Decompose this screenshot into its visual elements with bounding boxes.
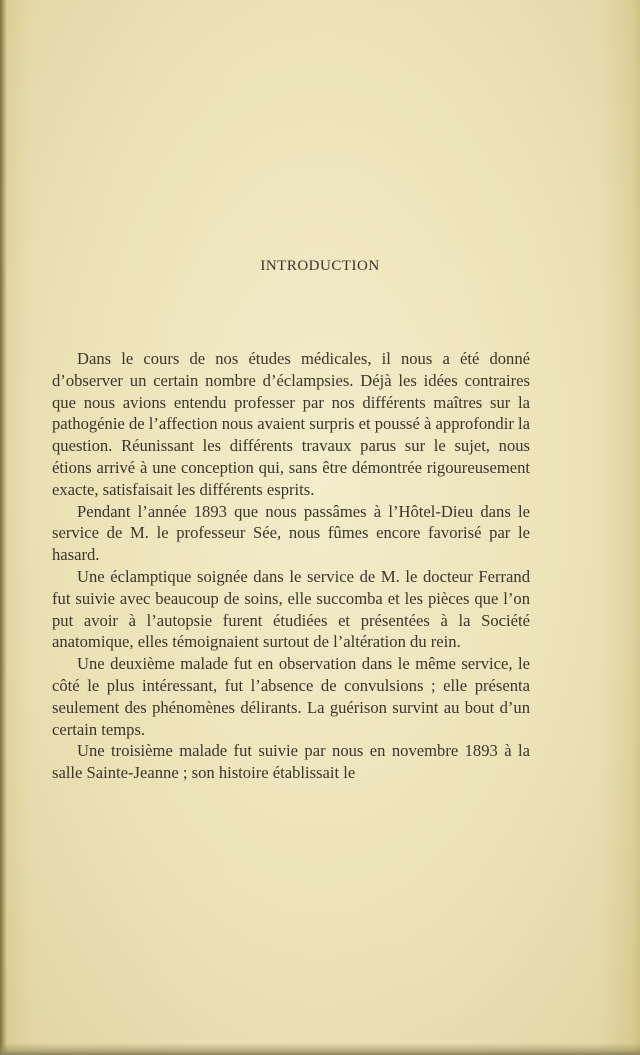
page-bottom-edge [0,1043,640,1055]
paragraph: Une troisième malade fut suivie par nous en novembre 1893 à la salle Sainte-Jeanne ; son histoire établissait le [52,741,530,783]
paragraph: Dans le cours de nos études médicales, il nous a été donné d’observer un certain nombre d’éclampsies. Déjà les idées contraires que nous avions entendu professer par nos différents maîtres sur la pathogénie de l’affection nous avaient surpris et poussé à approfondir la question. Réunissant les différents travaux parus sur le sujet, nous étions arrivé à une conception qui, sans être démontrée rigoureusement exacte, satisfaisait les différents esprits. [52,349,530,499]
page-binding-edge [0,0,7,1055]
body-text [52,348,530,784]
chapter-heading: INTRODUCTION [260,258,380,274]
paragraph: Une deuxième malade fut en observation dans le même service, le côté le plus intéressant, fut l’absence de convulsions ; elle présenta seulement des phénomènes délirants. La guérison survint au bout d’un certain temps. [52,654,530,739]
paragraph: Une éclamptique soignée dans le service de M. le docteur Ferrand fut suivie avec beaucoup de soins, elle succomba et les pièces que l’on put avoir à l’autopsie furent étudiées et présentées à la Société anatomique, elles témoignaient surtout de l’altération du rein. [52,566,530,652]
paragraph: Pendant l’année 1893 que nous passâmes à l’Hôtel-Dieu dans le service de M. le professeur Sée, nous fûmes encore favorisé par le hasard. [52,501,530,565]
